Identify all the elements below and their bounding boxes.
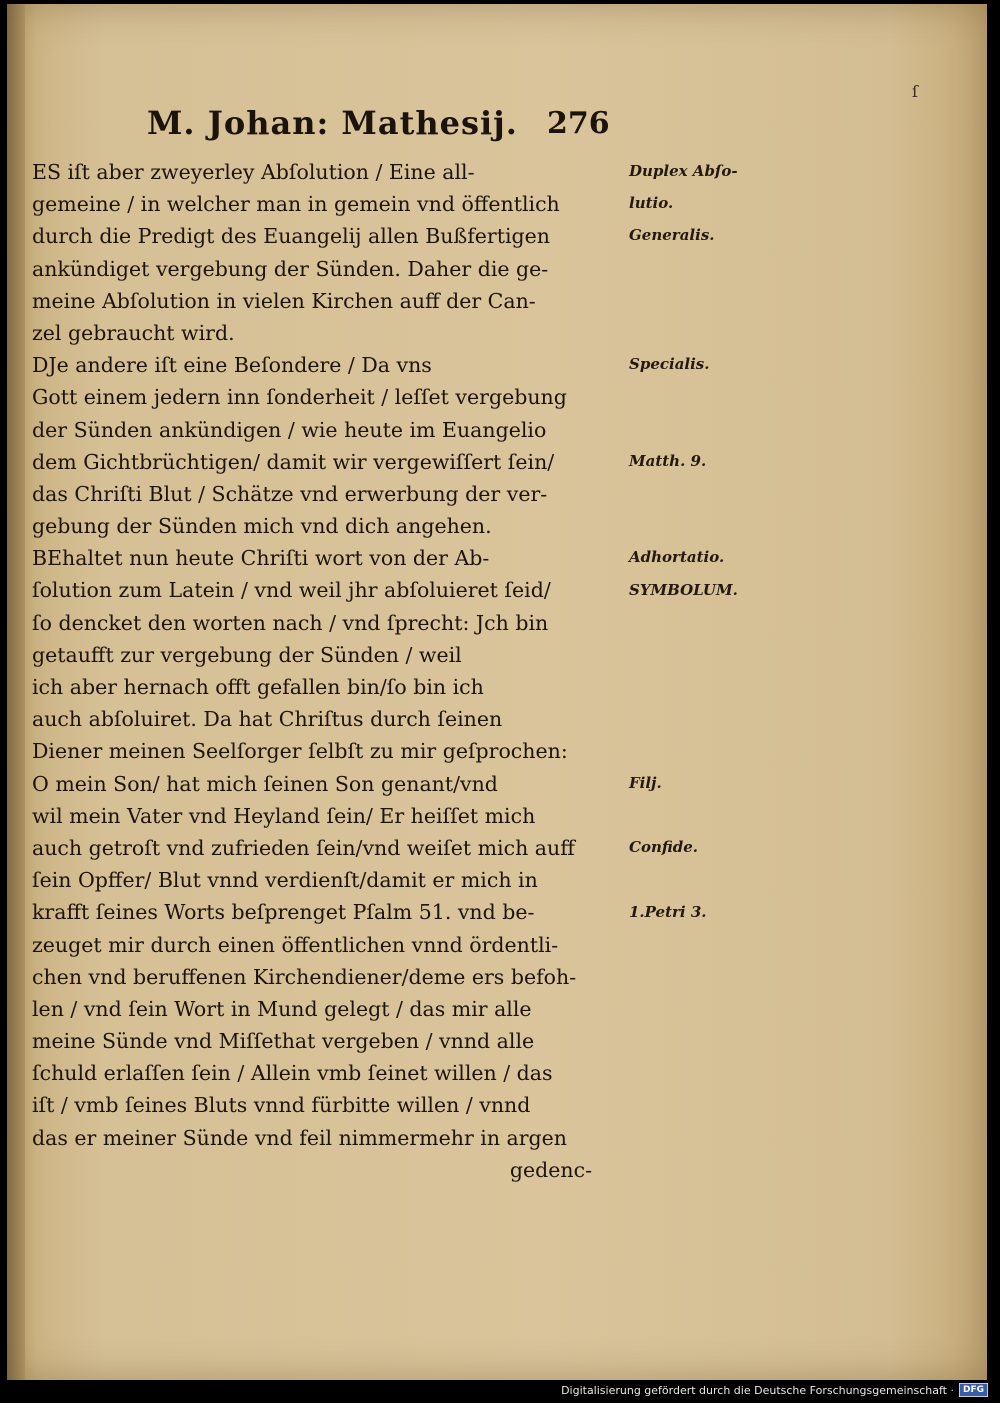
text-line: dem Gichtbrüchtigen/ damit wir vergewiſſert ſein/: [32, 449, 555, 474]
funding-credit-text: Digitalisierung gefördert durch die Deutsche Forschungsgemeinschaft ·: [561, 1383, 954, 1397]
margin-note: lutio.: [629, 194, 674, 213]
text-line: meine Abſolution in vielen Kirchen auff der Can-: [32, 288, 536, 313]
text-line: getaufft zur vergebung der Sünden / weil: [32, 642, 462, 667]
page-number: 276: [547, 106, 610, 141]
text-line: ES iſt aber zweyerley Abſolution / Eine all-: [32, 160, 475, 184]
margin-note: Filj.: [629, 773, 662, 792]
text-line: gemeine / in welcher man in gemein vnd öffentlich: [32, 192, 560, 217]
text-line: zeuget mir durch einen öffentlichen vnnd ördentli-: [32, 932, 559, 957]
text-line: Gott einem jedern inn ſonderheit / leſſet vergebung: [32, 385, 567, 410]
running-header-title: M. Johan: Mathesij.: [147, 104, 518, 142]
body-text: [32, 156, 632, 1186]
text-line: BEhaltet nun heute Chriſti wort von der Ab-: [32, 546, 490, 571]
text-line: O mein Son/ hat mich ſeinen Son genant/vnd: [32, 771, 498, 796]
text-line: wil mein Vater vnd Heyland ſein/ Er heiſſet mich: [32, 803, 536, 828]
text-line: iſt / vmb ſeines Bluts vnnd fürbitte willen / vnnd: [32, 1093, 531, 1118]
page-gutter-shadow: [7, 4, 25, 1380]
text-line: der Sünden ankündigen / wie heute im Euangelio: [32, 417, 547, 442]
text-line: ſein Opffer/ Blut vnnd verdienſt/damit er mich in: [32, 868, 538, 893]
text-line: durch die Predigt des Euangelij allen Bußfertigen: [32, 224, 550, 249]
margin-note: Adhortatio.: [629, 548, 725, 567]
text-line: zel gebraucht wird.: [32, 320, 235, 345]
text-line: gedenc-: [509, 1157, 592, 1182]
text-line: krafft ſeines Worts beſprenget Pſalm 51. vnd be-: [32, 900, 535, 925]
text-line: ſchuld erlaſſen ſein / Allein vmb ſeinet willen / das: [32, 1061, 553, 1086]
corner-mark: ſ: [912, 82, 918, 101]
text-line: DJe andere iſt eine Beſondere / Da vns: [32, 353, 432, 378]
margin-note: Confide.: [629, 838, 699, 857]
margin-note: Duplex Abſo-: [629, 162, 738, 180]
margin-note: Specialis.: [629, 355, 710, 374]
text-line: ankündiget vergebung der Sünden. Daher die ge-: [32, 256, 549, 281]
text-line: ſolution zum Latein / vnd weil jhr abſoluieret ſeid/: [32, 578, 551, 603]
text-line: chen vnd beruffenen Kirchendiener/deme ers befoh-: [32, 964, 577, 989]
text-line: auch abſoluiret. Da hat Chriſtus durch ſeinen: [32, 707, 503, 732]
text-line: das er meiner Sünde vnd feil nimmermehr in argen: [32, 1125, 568, 1150]
text-line: meine Sünde vnd Miſſethat vergeben / vnnd alle: [32, 1029, 535, 1054]
dfg-logo: DFG: [959, 1383, 988, 1397]
book-page: [7, 4, 987, 1380]
text-line: ich aber hernach offt gefallen bin/ſo bin ich: [32, 675, 484, 699]
text-line: ſo dencket den worten nach / vnd ſprecht: Jch bin: [32, 610, 549, 635]
margin-note: Matth. 9.: [629, 451, 707, 470]
text-line: len / vnd ſein Wort in Mund gelegt / das mir alle: [32, 996, 532, 1021]
margin-note: Generalis.: [629, 226, 715, 245]
margin-note: SYMBOLUM.: [629, 580, 738, 599]
footer-credit: [561, 1383, 988, 1397]
text-line: Diener meinen Seelſorger ſelbſt zu mir geſprochen:: [32, 739, 568, 764]
margin-note: 1.Petri 3.: [629, 902, 707, 921]
text-line: das Chriſti Blut / Schätze vnd erwerbung der ver-: [32, 481, 548, 506]
text-line: gebung der Sünden mich vnd dich angehen.: [32, 514, 492, 539]
text-line: auch getroſt vnd zufrieden ſein/vnd weiſet mich auff: [32, 835, 575, 860]
